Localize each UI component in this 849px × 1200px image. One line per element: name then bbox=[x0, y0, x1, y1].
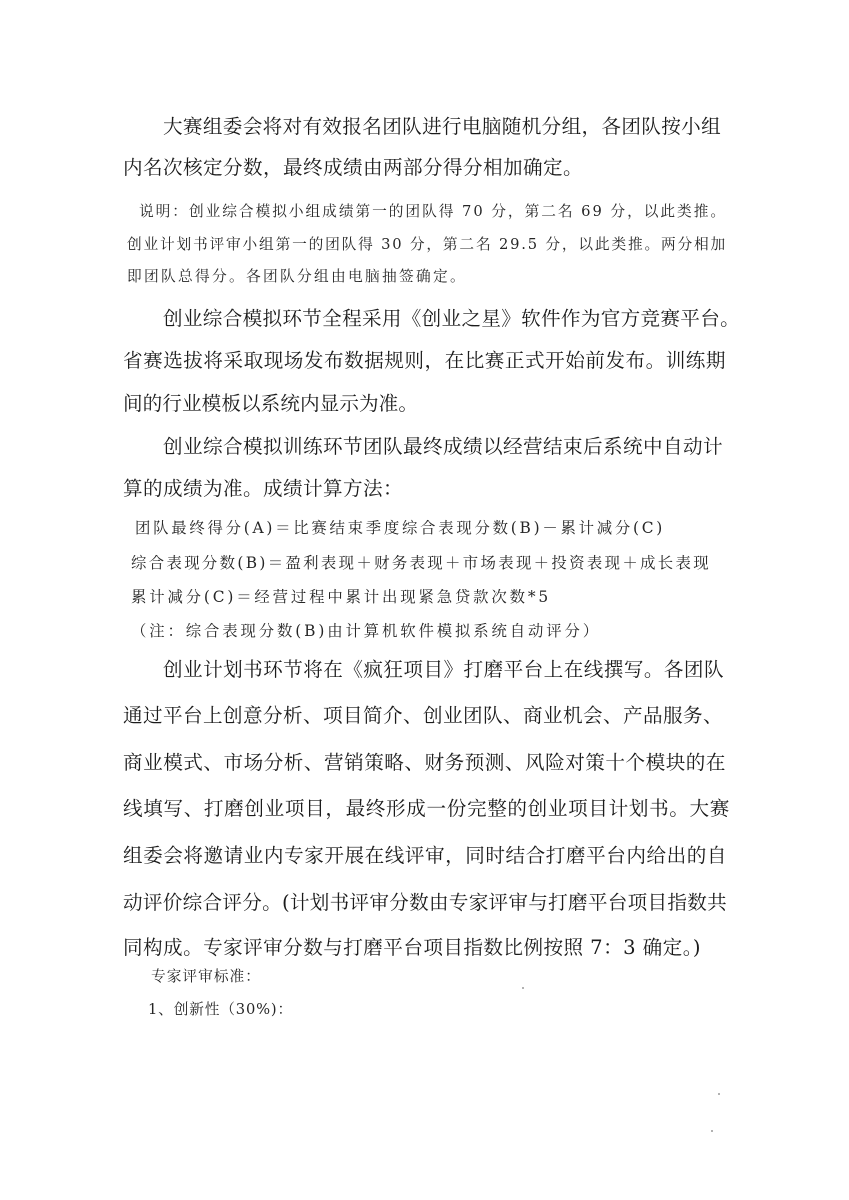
text-line: 创业综合模拟训练环节团队最终成绩以经营结束后系统中自动计 bbox=[163, 435, 723, 458]
text-line: 动评价综合评分。(计划书评审分数由专家评审与打磨平台项目指数共 bbox=[123, 891, 727, 914]
criteria-item: 1、创新性（30%)： bbox=[148, 1001, 293, 1018]
text-line: 创业计划书环节将在《疯狂项目》打磨平台上在线撰写。各团队 bbox=[163, 658, 724, 681]
text-line: 内名次核定分数，最终成绩由两部分得分相加确定。 bbox=[123, 156, 583, 179]
text-line: 算的成绩为准。成绩计算方法： bbox=[123, 477, 403, 500]
criteria-heading: 专家评审标准： bbox=[151, 968, 261, 985]
text-line: 组委会将邀请业内专家开展在线评审，同时结合打磨平台内给出的自 bbox=[123, 844, 727, 867]
text-line: 说明：创业综合模拟小组成绩第一的团队得 70 分，第二名 69 分，以此类推。 bbox=[139, 203, 727, 220]
text-line: 大赛组委会将对有效报名团队进行电脑随机分组，各团队按小组 bbox=[163, 115, 721, 138]
text-line: 省赛选拔将采取现场发布数据规则，在比赛正式开始前发布。训练期 bbox=[123, 349, 726, 372]
text-line: 通过平台上创意分析、项目简介、创业团队、商业机会、产品服务、 bbox=[123, 704, 723, 727]
formula-line: 累计减分(C)＝经营过程中累计出现紧急贷款次数*5 bbox=[131, 588, 551, 606]
text-line: 创业综合模拟环节全程采用《创业之星》软件作为官方竞赛平台。 bbox=[163, 307, 740, 330]
formula-line: （注：综合表现分数(B)由计算机软件模拟系统自动评分） bbox=[131, 622, 601, 640]
scan-speck bbox=[711, 1130, 713, 1132]
formula-line: 综合表现分数(B)＝盈利表现＋财务表现＋市场表现＋投资表现＋成长表现 bbox=[131, 554, 711, 572]
text-line: 线填写、打磨创业项目，最终形成一份完整的创业项目计划书。大赛 bbox=[123, 797, 730, 820]
text-line: 间的行业模板以系统内显示为准。 bbox=[123, 392, 418, 415]
text-line: 即团队总得分。各团队分组由电脑抽签确定。 bbox=[127, 268, 467, 285]
formula-line: 团队最终得分(A)＝比赛结束季度综合表现分数(B)－累计减分(C) bbox=[135, 519, 665, 537]
text-line: 商业模式、市场分析、营销策略、财务预测、风险对策十个模块的在 bbox=[123, 751, 726, 774]
scan-speck bbox=[718, 1093, 720, 1095]
text-line: 创业计划书评审小组第一的团队得 30 分，第二名 29.5 分，以此类推。两分相加 bbox=[127, 236, 727, 253]
scan-speck bbox=[522, 987, 524, 989]
text-line: 同构成。专家评审分数与打磨平台项目指数比例按照 7：3 确定。) bbox=[123, 936, 701, 959]
